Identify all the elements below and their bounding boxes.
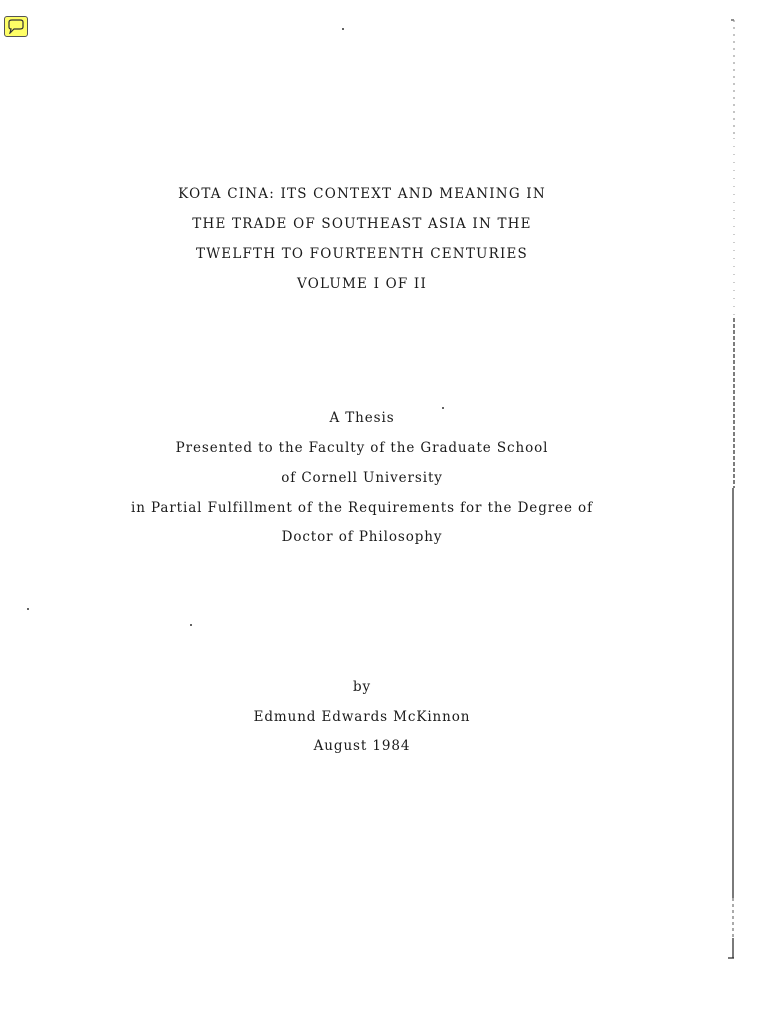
degree-line: Doctor of Philosophy	[281, 529, 443, 545]
author-name: Edmund Edwards McKinnon	[253, 709, 471, 725]
volume-line: VOLUME I OF II	[297, 276, 427, 292]
title-line-1: KOTA CINA: ITS CONTEXT AND MEANING IN	[178, 186, 546, 202]
scan-speck	[342, 28, 344, 30]
title-line-3: TWELFTH TO FOURTEENTH CENTURIES	[195, 246, 528, 262]
scan-speck	[442, 407, 444, 409]
thesis-label: A Thesis	[329, 410, 395, 426]
comment-annotation-icon[interactable]	[4, 16, 28, 37]
fulfillment-line: in Partial Fulfillment of the Requirements for the Degree of	[131, 500, 593, 516]
university-line: of Cornell University	[281, 470, 443, 486]
by-label: by	[352, 679, 372, 695]
scan-speck	[190, 624, 192, 626]
title-line-2: THE TRADE OF SOUTHEAST ASIA IN THE	[192, 216, 532, 232]
speech-bubble-icon	[7, 19, 25, 34]
thesis-date: August 1984	[313, 738, 411, 754]
scan-speck	[27, 608, 29, 610]
scanned-binding-edge	[728, 18, 738, 962]
faculty-line: Presented to the Faculty of the Graduate School	[175, 440, 549, 456]
